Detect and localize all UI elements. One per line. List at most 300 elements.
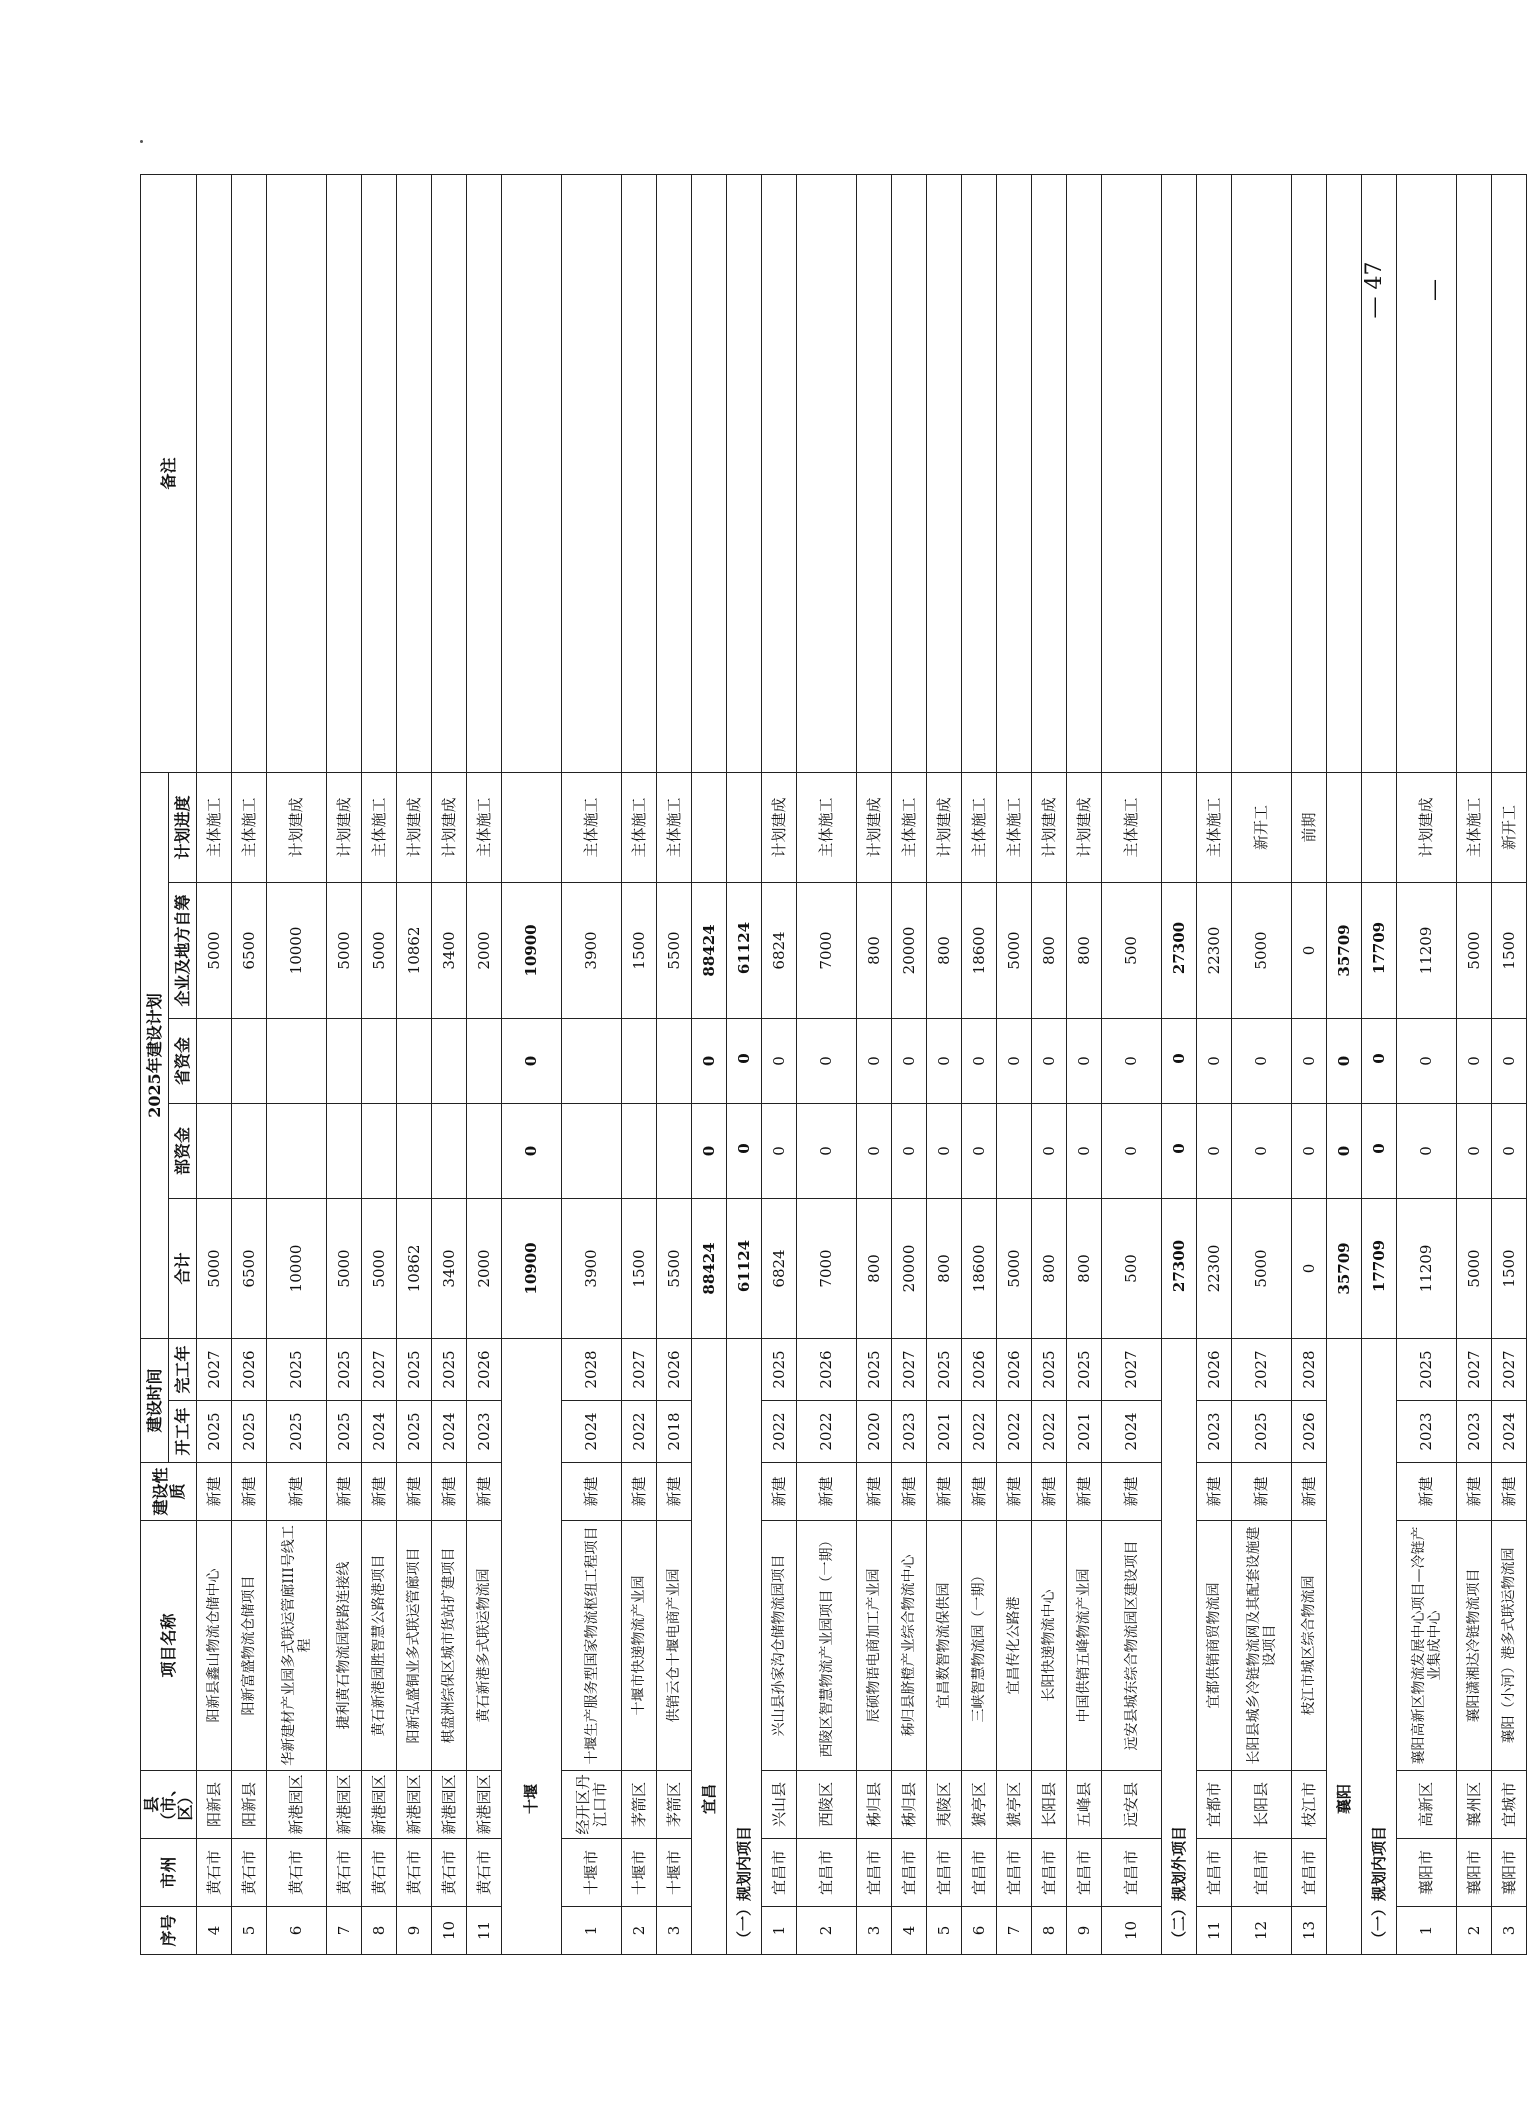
cell-start: 2021 [927,1401,962,1463]
cell-total: 10862 [397,1198,432,1338]
cell-enterprise: 17709 [1362,882,1397,1018]
header-project: 项目名称 [141,1521,197,1771]
cell-ministry: 0 [502,1103,562,1198]
cell-city: 黄石市 [397,1839,432,1907]
cell-nature: 新建 [467,1463,502,1521]
cell-total: 3400 [432,1198,467,1338]
cell-seq: 3 [857,1907,892,1955]
cell-total: 5500 [657,1198,692,1338]
cell-project: 襄阳潇湘达冷链物流项目 [1457,1521,1492,1771]
cell-remark [657,174,692,772]
cell-ministry: 0 [797,1103,857,1198]
header-ministry: 部资金 [169,1103,197,1198]
cell-end: 2028 [562,1338,622,1400]
cell-progress: 主体施工 [1457,772,1492,882]
table-row [232,174,267,1954]
cell-total: 1500 [1492,1198,1527,1338]
cell-end: 2025 [1397,1338,1457,1400]
cell-project: 长阳快递物流中心 [1032,1521,1067,1771]
cell-progress: 主体施工 [1197,772,1232,882]
table-row [1197,174,1232,1954]
table-row [197,174,232,1954]
cell-county: 新港园区 [267,1771,327,1839]
cell-remark [1397,174,1457,772]
cell-county: 宜城市 [1492,1771,1527,1839]
cell-start: 2022 [962,1401,997,1463]
cell-seq: 4 [892,1907,927,1955]
cell-city: 宜昌市 [997,1839,1032,1907]
cell-remark [362,174,397,772]
cell-start: 2026 [1292,1401,1327,1463]
cell-end: 2027 [1492,1338,1527,1400]
header-period: 建设时间 [141,1338,169,1462]
header-nature: 建设性质 [141,1463,197,1521]
cell-progress: 计划建成 [927,772,962,882]
cell-total: 0 [1292,1198,1327,1338]
cell-progress [692,772,727,882]
cell-project: 中国供销五峰物流产业园 [1067,1521,1102,1771]
cell-remark [267,174,327,772]
cell-progress: 主体施工 [657,772,692,882]
cell-enterprise: 800 [1032,882,1067,1018]
cell-total: 6824 [762,1198,797,1338]
cell-city: 襄阳市 [1492,1839,1527,1907]
header-remark: 备注 [141,174,197,772]
cell-total: 5000 [997,1198,1032,1338]
cell-city: 襄阳市 [1457,1839,1492,1907]
cell-nature: 新建 [1232,1463,1292,1521]
cell-remark [1327,174,1362,772]
cell-remark [467,174,502,772]
cell-total: 2000 [467,1198,502,1338]
cell-province: 0 [997,1018,1032,1103]
region-total-row [1327,174,1362,1954]
header-end: 完工年 [169,1338,197,1400]
cell-remark [727,174,762,772]
cell-start: 2023 [1457,1401,1492,1463]
cell-progress: 计划建成 [1067,772,1102,882]
cell-ministry: 0 [1327,1103,1362,1198]
cell-city: 十堰市 [622,1839,657,1907]
cell-total: 22300 [1197,1198,1232,1338]
cell-project: 棋盘洲综保区城市货站扩建项目 [432,1521,467,1771]
cell-end: 2028 [1292,1338,1327,1400]
cell-start: 2023 [1397,1401,1457,1463]
cell-progress: 主体施工 [997,772,1032,882]
cell-start: 2022 [622,1401,657,1463]
cell-remark [927,174,962,772]
cell-seq: 11 [467,1907,502,1955]
cell-county: 枝江市 [1292,1771,1327,1839]
table-row [1457,174,1492,1954]
cell-city: 宜昌市 [1102,1839,1162,1907]
table-row [432,174,467,1954]
cell-progress: 计划建成 [432,772,467,882]
cell-province [467,1018,502,1103]
cell-progress: 主体施工 [232,772,267,882]
cell-total: 20000 [892,1198,927,1338]
table-row [927,174,962,1954]
cell-end: 2027 [622,1338,657,1400]
cell-progress: 新开工 [1492,772,1527,882]
cell-total: 1500 [622,1198,657,1338]
cell-start: 2025 [1232,1401,1292,1463]
cell-seq: 11 [1197,1907,1232,1955]
cell-total: 5000 [1232,1198,1292,1338]
cell-city: 宜昌市 [892,1839,927,1907]
cell-start: 2024 [562,1401,622,1463]
table-row [1232,174,1292,1954]
section-label: （一）规划内项目 [727,1338,762,1954]
cell-project: 黄石新港园胜智慧公路港项目 [362,1521,397,1771]
cell-county: 西陵区 [797,1771,857,1839]
cell-seq: 1 [762,1907,797,1955]
cell-county: 襄州区 [1457,1771,1492,1839]
cell-city: 十堰市 [657,1839,692,1907]
cell-seq: 1 [562,1907,622,1955]
cell-enterprise: 27300 [1162,882,1197,1018]
cell-county: 新港园区 [362,1771,397,1839]
cell-progress: 计划建成 [267,772,327,882]
cell-enterprise: 800 [1067,882,1102,1018]
cell-ministry [467,1103,502,1198]
cell-enterprise: 20000 [892,882,927,1018]
cell-county: 兴山县 [762,1771,797,1839]
cell-enterprise: 500 [1102,882,1162,1018]
cell-city: 宜昌市 [1232,1839,1292,1907]
cell-enterprise: 11209 [1397,882,1457,1018]
cell-ministry [327,1103,362,1198]
cell-remark [892,174,927,772]
cell-end: 2026 [797,1338,857,1400]
cell-province [397,1018,432,1103]
cell-seq: 9 [397,1907,432,1955]
header-seq: 序号 [141,1907,197,1955]
cell-city: 宜昌市 [962,1839,997,1907]
cell-end: 2026 [997,1338,1032,1400]
page-number: — 47 — [1362,261,1447,319]
table-row [562,174,622,1954]
cell-remark [692,174,727,772]
cell-city: 黄石市 [327,1839,362,1907]
cell-remark [857,174,892,772]
cell-ministry [562,1103,622,1198]
cell-nature: 新建 [362,1463,397,1521]
cell-total: 5000 [362,1198,397,1338]
cell-seq: 6 [962,1907,997,1955]
cell-nature: 新建 [1197,1463,1232,1521]
cell-end: 2027 [1102,1338,1162,1400]
region-total-row [502,174,562,1954]
cell-seq: 7 [327,1907,362,1955]
cell-project: 襄阳（小河）港多式联运物流园 [1492,1521,1527,1771]
cell-progress [502,772,562,882]
table-row [362,174,397,1954]
cell-start: 2024 [432,1401,467,1463]
cell-progress: 主体施工 [962,772,997,882]
table-row [467,174,502,1954]
cell-progress: 计划建成 [762,772,797,882]
cell-enterprise: 61124 [727,882,762,1018]
cell-start: 2020 [857,1401,892,1463]
cell-project: 三峡智慧物流园（一期） [962,1521,997,1771]
cell-county: 经开区丹江口市 [562,1771,622,1839]
cell-ministry [362,1103,397,1198]
cell-end: 2025 [432,1338,467,1400]
cell-end: 2025 [857,1338,892,1400]
cell-seq: 9 [1067,1907,1102,1955]
cell-enterprise: 10862 [397,882,432,1018]
cell-county: 茅箭区 [657,1771,692,1839]
cell-remark [762,174,797,772]
cell-county: 宜都市 [1197,1771,1232,1839]
cell-nature: 新建 [1397,1463,1457,1521]
cell-nature: 新建 [657,1463,692,1521]
cell-remark [1102,174,1162,772]
cell-remark [1197,174,1232,772]
cell-end: 2027 [892,1338,927,1400]
cell-province: 0 [762,1018,797,1103]
cell-enterprise: 7000 [797,882,857,1018]
cell-enterprise: 5000 [997,882,1032,1018]
cell-county: 秭归县 [857,1771,892,1839]
table-row [1102,174,1162,1954]
section-label: （二）规划外项目 [1162,1338,1197,1954]
cell-nature: 新建 [1032,1463,1067,1521]
table-body [197,174,1527,1954]
cell-city: 黄石市 [362,1839,397,1907]
cell-ministry [997,1103,1032,1198]
cell-total: 800 [1032,1198,1067,1338]
header-city: 市州 [141,1839,197,1907]
cell-enterprise: 6824 [762,882,797,1018]
cell-nature: 新建 [197,1463,232,1521]
cell-seq: 4 [197,1907,232,1955]
cell-start: 2025 [267,1401,327,1463]
cell-remark [1067,174,1102,772]
cell-city: 宜昌市 [927,1839,962,1907]
cell-progress: 新开工 [1232,772,1292,882]
cell-enterprise: 5000 [1232,882,1292,1018]
cell-remark [1492,174,1527,772]
cell-total: 17709 [1362,1198,1397,1338]
cell-total: 6500 [232,1198,267,1338]
cell-province: 0 [1162,1018,1197,1103]
cell-ministry [267,1103,327,1198]
cell-total: 500 [1102,1198,1162,1338]
table-row [857,174,892,1954]
cell-total: 10900 [502,1198,562,1338]
cell-progress: 计划建成 [397,772,432,882]
cell-total: 800 [1067,1198,1102,1338]
cell-total: 800 [927,1198,962,1338]
cell-nature: 新建 [397,1463,432,1521]
cell-nature: 新建 [797,1463,857,1521]
cell-province: 0 [857,1018,892,1103]
cell-enterprise: 0 [1292,882,1327,1018]
cell-project: 供销云仓十堰电商产业园 [657,1521,692,1771]
cell-end: 2025 [762,1338,797,1400]
cell-end: 2026 [962,1338,997,1400]
cell-province [432,1018,467,1103]
cell-ministry: 0 [1457,1103,1492,1198]
cell-project: 阳新富盛物流仓储项目 [232,1521,267,1771]
cell-start: 2024 [1102,1401,1162,1463]
cell-total: 5000 [1457,1198,1492,1338]
cell-project: 兴山县孙家沟仓储物流园项目 [762,1521,797,1771]
cell-progress [1162,772,1197,882]
cell-remark [562,174,622,772]
table-row [1397,174,1457,1954]
cell-remark [1457,174,1492,772]
cell-county: 新港园区 [467,1771,502,1839]
cell-province [657,1018,692,1103]
cell-enterprise: 5000 [362,882,397,1018]
header-row-1 [141,174,169,1954]
cell-ministry: 0 [857,1103,892,1198]
cell-project: 阳新弘盛铜业多式联运管廊项目 [397,1521,432,1771]
cell-province: 0 [1232,1018,1292,1103]
cell-city: 黄石市 [197,1839,232,1907]
cell-province [327,1018,362,1103]
cell-progress [1327,772,1362,882]
cell-seq: 12 [1232,1907,1292,1955]
cell-progress: 主体施工 [197,772,232,882]
cell-start: 2022 [997,1401,1032,1463]
cell-county: 长阳县 [1232,1771,1292,1839]
cell-remark [622,174,657,772]
cell-seq: 13 [1292,1907,1327,1955]
cell-ministry: 0 [1197,1103,1232,1198]
cell-total: 7000 [797,1198,857,1338]
cell-progress: 主体施工 [362,772,397,882]
cell-ministry: 0 [927,1103,962,1198]
cell-province: 0 [1327,1018,1362,1103]
cell-seq: 7 [997,1907,1032,1955]
cell-ministry [622,1103,657,1198]
cell-remark [502,174,562,772]
cell-enterprise: 5500 [657,882,692,1018]
region-label: 十堰 [502,1338,562,1954]
cell-seq: 1 [1397,1907,1457,1955]
cell-seq: 5 [927,1907,962,1955]
cell-project: 黄石新港多式联运物流园 [467,1521,502,1771]
region-label: 襄阳 [1327,1338,1362,1954]
cell-city: 十堰市 [562,1839,622,1907]
cell-province: 0 [1457,1018,1492,1103]
cell-project: 长阳县城乡冷链物流网及其配套设施建设项目 [1232,1521,1292,1771]
cell-ministry [432,1103,467,1198]
cell-province: 0 [1292,1018,1327,1103]
cell-city: 宜昌市 [1067,1839,1102,1907]
cell-seq: 10 [432,1907,467,1955]
cell-enterprise: 22300 [1197,882,1232,1018]
table-row [1032,174,1067,1954]
header-county: 县（市、区） [141,1771,197,1839]
cell-start: 2023 [467,1401,502,1463]
cell-start: 2022 [1032,1401,1067,1463]
cell-province [562,1018,622,1103]
cell-end: 2026 [1197,1338,1232,1400]
cell-seq: 6 [267,1907,327,1955]
cell-remark [1232,174,1292,772]
cell-end: 2025 [267,1338,327,1400]
header-progress: 计划进度 [169,772,197,882]
cell-county: 夷陵区 [927,1771,962,1839]
cell-ministry [232,1103,267,1198]
cell-province: 0 [692,1018,727,1103]
cell-end: 2026 [232,1338,267,1400]
cell-end: 2027 [1232,1338,1292,1400]
cell-nature: 新建 [1292,1463,1327,1521]
cell-seq: 2 [622,1907,657,1955]
cell-province: 0 [1197,1018,1232,1103]
cell-province: 0 [927,1018,962,1103]
cell-project: 宜昌数智物流保供园 [927,1521,962,1771]
cell-city: 黄石市 [467,1839,502,1907]
cell-province: 0 [1362,1018,1397,1103]
cell-project: 捷利黄石物流园铁路连接线 [327,1521,362,1771]
cell-nature: 新建 [927,1463,962,1521]
cell-start: 2025 [397,1401,432,1463]
table-row [657,174,692,1954]
cell-ministry: 0 [1162,1103,1197,1198]
cell-start: 2024 [1492,1401,1527,1463]
cell-ministry: 0 [1397,1103,1457,1198]
table-row [1492,174,1527,1954]
cell-nature: 新建 [432,1463,467,1521]
cell-enterprise: 1500 [622,882,657,1018]
cell-nature: 新建 [857,1463,892,1521]
cell-project: 阳新县鑫山物流仓储中心 [197,1521,232,1771]
cell-nature: 新建 [962,1463,997,1521]
cell-enterprise: 800 [927,882,962,1018]
section-label: （一）规划内项目 [1362,1338,1397,1954]
cell-ministry: 0 [762,1103,797,1198]
cell-remark [1292,174,1327,772]
cell-ministry: 0 [692,1103,727,1198]
cell-progress: 主体施工 [467,772,502,882]
cell-remark [327,174,362,772]
table-row [962,174,997,1954]
cell-remark [997,174,1032,772]
cell-enterprise: 10000 [267,882,327,1018]
table-row [797,174,857,1954]
cell-ministry: 0 [1067,1103,1102,1198]
cell-county: 茅箭区 [622,1771,657,1839]
cell-ministry: 0 [1292,1103,1327,1198]
cell-total: 11209 [1397,1198,1457,1338]
cell-end: 2025 [397,1338,432,1400]
cell-nature: 新建 [1492,1463,1527,1521]
cell-total: 5000 [327,1198,362,1338]
header-total: 合计 [169,1198,197,1338]
cell-province [197,1018,232,1103]
cell-project: 西陵区智慧物流产业园项目（一期） [797,1521,857,1771]
cell-ministry [397,1103,432,1198]
cell-enterprise: 5000 [197,882,232,1018]
cell-remark [1032,174,1067,772]
cell-nature: 新建 [892,1463,927,1521]
subtotal-row [1162,174,1197,1954]
header-province: 省资金 [169,1018,197,1103]
cell-nature: 新建 [1457,1463,1492,1521]
cell-enterprise: 5000 [1457,882,1492,1018]
cell-total: 18600 [962,1198,997,1338]
cell-progress: 主体施工 [892,772,927,882]
cell-seq: 2 [1457,1907,1492,1955]
cell-nature: 新建 [1067,1463,1102,1521]
